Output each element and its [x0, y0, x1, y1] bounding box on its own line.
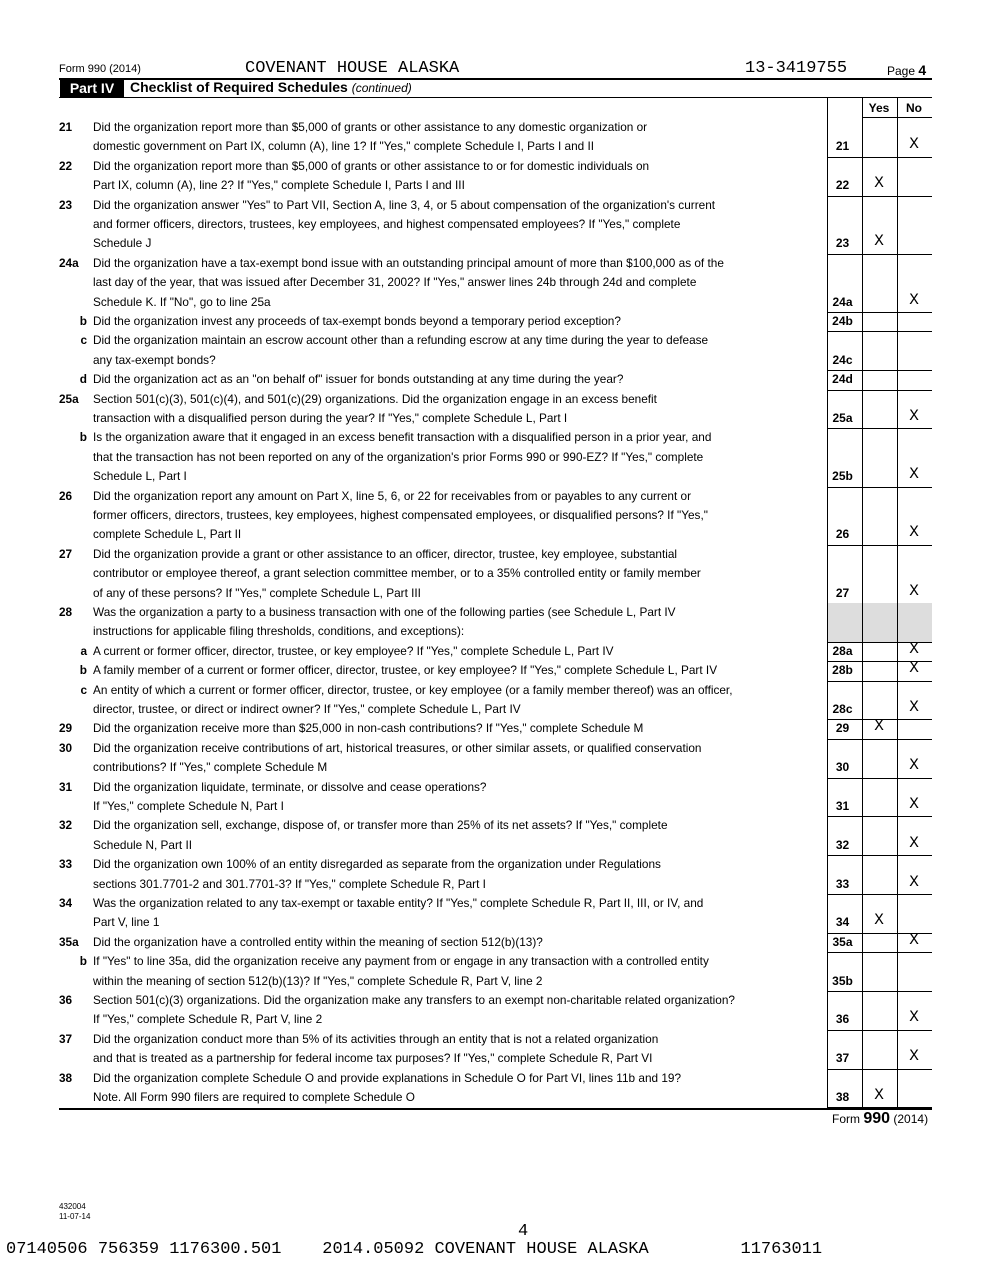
- yes-checkmark[interactable]: X: [874, 232, 884, 251]
- question-text: [93, 331, 819, 370]
- no-checkmark[interactable]: X: [909, 407, 919, 425]
- checklist-row: [59, 487, 932, 545]
- part-title-text: Checklist of Required Schedules: [130, 79, 348, 95]
- line-number: 22: [59, 158, 73, 173]
- page-label: [887, 62, 926, 78]
- line-box-label: 26: [835, 527, 850, 542]
- line-box-label: 35b: [832, 973, 853, 988]
- question-line: within the meaning of section 512(b)(13)? If "Yes," complete Schedule R, Part V, line 2: [93, 973, 543, 988]
- question-line: Did the organization complete Schedule O and provide explanations in Schedule O for Part VI, lines 11b and 19?: [93, 1070, 682, 1085]
- checklist-row: [59, 370, 932, 389]
- question-line: Schedule K. If "No", go to line 25a: [93, 294, 271, 309]
- question-line: An entity of which a current or former officer, director, trustee, or key employee (or a family member thereof) was an officer,: [93, 682, 733, 697]
- checklist-row: [59, 952, 932, 991]
- no-checkmark[interactable]: X: [909, 833, 919, 852]
- page-label-text: Page: [887, 64, 916, 78]
- question-text: [93, 370, 819, 389]
- column-divider: [862, 98, 863, 1107]
- question-line: Did the organization have a tax-exempt bond issue with an outstanding principal amount of more than $100,000 as of the: [93, 255, 724, 270]
- line-number: 23: [59, 197, 73, 212]
- question-line: Did the organization receive more than $25,000 in non-cash contributions? If "Yes," complete Schedule M: [93, 721, 644, 736]
- line-box-label: 31: [835, 798, 850, 813]
- line-box-label: 24d: [832, 372, 853, 387]
- line-box-label: 35a: [832, 934, 853, 949]
- no-checkmark[interactable]: X: [909, 698, 919, 716]
- no-checkmark[interactable]: X: [909, 659, 919, 678]
- line-number: 33: [59, 857, 73, 872]
- yes-checkmark[interactable]: X: [874, 174, 884, 193]
- line-box-label: 27: [835, 585, 850, 600]
- question-text: [93, 719, 819, 738]
- page-number: 4: [918, 62, 927, 78]
- question-line: of any of these persons? If "Yes," complete Schedule L, Part III: [93, 585, 421, 600]
- question-line: Section 501(c)(3), 501(c)(4), and 501(c)(29) organizations. Did the organization engage in an excess benefit: [93, 391, 657, 406]
- form-footer: [832, 1110, 928, 1128]
- question-line: and former officers, directors, trustees, key employees, and highest compensated employees? If "Yes," complete: [93, 217, 681, 231]
- line-number: 24a: [59, 255, 79, 270]
- checklist-row: [59, 118, 932, 157]
- line-sub-letter: c: [80, 682, 87, 697]
- question-line: sections 301.7701-2 and 301.7701-3? If "Yes," complete Schedule R, Part I: [93, 876, 486, 891]
- no-checkmark[interactable]: X: [909, 523, 919, 542]
- no-checkmark[interactable]: X: [909, 1008, 919, 1027]
- question-line: contributions? If "Yes," complete Schedule M: [93, 760, 328, 775]
- no-checkmark[interactable]: X: [909, 639, 919, 658]
- question-text: [93, 642, 819, 661]
- checklist-row: [59, 545, 932, 603]
- form-footer-prefix: Form: [832, 1112, 860, 1126]
- question-line: Did the organization have a controlled entity within the meaning of section 512(b)(13)?: [93, 934, 543, 949]
- form-label: Form 990 (2014): [59, 63, 141, 75]
- question-line: Schedule J: [93, 236, 152, 251]
- question-text: [93, 118, 819, 157]
- checklist-row: [59, 312, 932, 331]
- no-checkmark[interactable]: X: [909, 756, 919, 775]
- question-line: contributor or employee thereof, a grant selection committee member, or to a 35% controlled entity or family member: [93, 566, 701, 581]
- checklist-row: [59, 739, 932, 778]
- checklist-row: [59, 1069, 932, 1108]
- line-box-label: 32: [835, 837, 850, 852]
- line-sub-letter: d: [79, 372, 87, 387]
- line-box-label: 33: [835, 876, 850, 891]
- question-line: Schedule L, Part I: [93, 469, 187, 484]
- line-number: 32: [59, 818, 73, 833]
- no-checkmark[interactable]: X: [909, 930, 919, 949]
- line-number: 37: [59, 1031, 73, 1046]
- line-box-label: 24c: [832, 352, 853, 367]
- question-line: Is the organization aware that it engaged in an excess benefit transaction with a disqualified person in a prior year, and: [93, 430, 712, 445]
- line-sub-letter: a: [80, 643, 87, 658]
- line-number: 36: [59, 993, 73, 1007]
- question-line: Did the organization conduct more than 5% of its activities through an entity that is not a related organization: [93, 1031, 659, 1046]
- checklist-row: [59, 930, 932, 952]
- question-text: [93, 933, 819, 952]
- question-line: If "Yes," complete Schedule N, Part I: [93, 799, 284, 813]
- question-line: Did the organization invest any proceeds of tax-exempt bonds beyond a temporary period exception?: [93, 314, 621, 328]
- checklist-row: [59, 1030, 932, 1069]
- question-text: [93, 739, 819, 778]
- question-text: [93, 545, 819, 603]
- checklist-row: [59, 390, 932, 429]
- question-text: [93, 312, 819, 331]
- line-box-label: 25a: [832, 410, 853, 425]
- question-line: Did the organization report more than $5,000 of grants or other assistance to any domestic organization or: [93, 120, 648, 134]
- table-end-rule: [59, 1108, 932, 1110]
- shaded-cell: [827, 603, 932, 642]
- no-checkmark[interactable]: X: [909, 135, 919, 154]
- line-number: 30: [59, 740, 73, 755]
- question-line: last day of the year, that was issued after December 31, 2002? If "Yes," answer lines 24b through 24d and complete: [93, 275, 697, 290]
- column-divider: [827, 98, 828, 1107]
- no-checkmark[interactable]: X: [909, 465, 919, 484]
- question-text: [93, 681, 819, 720]
- line-number: 27: [59, 546, 73, 561]
- form-code: [59, 1202, 90, 1222]
- line-box-label: 24a: [832, 294, 853, 309]
- question-text: [93, 952, 819, 991]
- checklist-row: [59, 855, 932, 894]
- question-text: [93, 254, 819, 312]
- line-sub-letter: b: [79, 314, 87, 328]
- question-line: instructions for applicable filing thresholds, conditions, and exceptions):: [93, 624, 465, 639]
- question-line: Did the organization receive contributions of art, historical treasures, or other similar assets, or qualified conservation: [93, 740, 702, 755]
- part-rule: [59, 97, 932, 98]
- line-sub-letter: b: [79, 663, 87, 678]
- question-text: [93, 157, 819, 196]
- checklist-row: [59, 254, 932, 312]
- question-line: Did the organization own 100% of an entity disregarded as separate from the organization under Regulations: [93, 857, 661, 872]
- checklist-row: [59, 991, 932, 1030]
- line-sub-letter: b: [79, 430, 87, 445]
- checklist-row: [59, 719, 932, 738]
- question-line: Did the organization sell, exchange, dispose of, or transfer more than 25% of its net assets? If "Yes," complete: [93, 818, 668, 833]
- yes-checkmark[interactable]: X: [874, 717, 884, 736]
- checklist-row: [59, 331, 932, 370]
- line-box-label: 28b: [832, 663, 853, 678]
- line-number: 31: [59, 779, 73, 794]
- line-box-label: 36: [835, 1012, 850, 1027]
- question-text: [93, 1069, 819, 1108]
- no-column-header: No: [906, 101, 922, 115]
- checklist-row: [59, 894, 932, 933]
- question-line: any tax-exempt bonds?: [93, 352, 216, 367]
- line-number: 26: [59, 488, 73, 503]
- question-line: Part IX, column (A), line 2? If "Yes," complete Schedule I, Parts I and III: [93, 178, 465, 193]
- question-line: transaction with a disqualified person during the year? If "Yes," complete Schedule L, Part I: [93, 411, 568, 425]
- question-text: [93, 196, 819, 254]
- line-box-label: 29: [835, 721, 850, 736]
- question-line: Section 501(c)(3) organizations. Did the organization make any transfers to an exempt non-charitable related organization?: [93, 993, 735, 1007]
- line-number: 28: [59, 605, 73, 619]
- checklist-row: [59, 603, 932, 642]
- page-footer-number: 4: [518, 1222, 529, 1241]
- line-box-label: 22: [835, 178, 850, 193]
- line-box-label: 34: [835, 915, 850, 930]
- checklist-row: [59, 681, 932, 720]
- question-line: If "Yes," complete Schedule R, Part V, line 2: [93, 1012, 323, 1027]
- checklist-row: [59, 428, 932, 486]
- question-text: [93, 428, 819, 486]
- question-text: [93, 487, 819, 545]
- line-box-label: 21: [835, 139, 850, 154]
- question-line: Did the organization provide a grant or other assistance to an officer, director, trustee, key employee, substantial: [93, 546, 678, 561]
- form-footer-year: (2014): [893, 1112, 929, 1126]
- question-line: Schedule N, Part II: [93, 837, 193, 852]
- question-line: Did the organization answer "Yes" to Part VII, Section A, line 3, 4, or 5 about compensation of the organization's current: [93, 197, 716, 212]
- question-line: Was the organization related to any tax-exempt or taxable entity? If "Yes," complete Schedule R, Part II, III, or IV, and: [93, 896, 704, 910]
- line-number: 29: [59, 721, 73, 736]
- question-line: Did the organization report any amount on Part X, line 5, 6, or 22 for receivables from or payables to any current or: [93, 488, 692, 503]
- line-box-label: 37: [835, 1051, 850, 1066]
- no-checkmark[interactable]: X: [909, 1047, 919, 1066]
- part-continued: (continued): [351, 81, 412, 95]
- question-line: Did the organization report more than $5,000 of grants or other assistance to or for domestic individuals on: [93, 158, 650, 173]
- question-text: [93, 991, 819, 1030]
- question-text: [93, 816, 819, 855]
- question-line: and that is treated as a partnership for federal income tax purposes? If "Yes," complete Schedule R, Part VI: [93, 1051, 653, 1066]
- question-line: A family member of a current or former officer, director, trustee, or key employee? If "Yes," complete Schedule L, Part IV: [93, 663, 718, 678]
- form-code-line2: 11-07-14: [59, 1212, 91, 1221]
- checklist-row: [59, 157, 932, 196]
- yes-column-header: Yes: [868, 101, 890, 115]
- checklist-row: [59, 196, 932, 254]
- checklist-row: [59, 778, 932, 817]
- line-number: 38: [59, 1070, 73, 1085]
- checklist-row: [59, 661, 932, 680]
- form-code-line1: 432004: [59, 1202, 86, 1211]
- line-number: 35a: [59, 934, 79, 949]
- question-line: Note. All Form 990 filers are required to complete Schedule O: [93, 1090, 415, 1104]
- checklist-row: [59, 816, 932, 855]
- line-box-label: 25b: [832, 469, 853, 484]
- yes-checkmark[interactable]: X: [874, 1086, 884, 1104]
- question-text: [93, 855, 819, 894]
- question-text: [93, 894, 819, 933]
- part-label: Part IV: [60, 80, 124, 97]
- question-line: domestic government on Part IX, column (A), line 1? If "Yes," complete Schedule I, Parts I and II: [93, 139, 595, 154]
- line-box-label: 23: [835, 236, 850, 251]
- line-number: 21: [59, 120, 73, 134]
- question-text: [93, 661, 819, 680]
- form-footer-number: 990: [863, 1110, 891, 1127]
- line-box-label: 28c: [832, 701, 853, 716]
- question-text: [93, 778, 819, 817]
- line-box-label: 30: [835, 760, 850, 775]
- column-divider: [897, 98, 898, 1107]
- no-checkmark[interactable]: X: [909, 290, 919, 309]
- question-text: [93, 390, 819, 429]
- question-line: Part V, line 1: [93, 915, 160, 930]
- column-header-divider: [862, 117, 932, 118]
- part-title: [130, 79, 412, 95]
- ein: 13-3419755: [745, 59, 848, 78]
- no-checkmark[interactable]: X: [909, 581, 919, 600]
- question-line: Was the organization a party to a business transaction with one of the following parties (see Schedule L, Part IV: [93, 605, 676, 619]
- no-checkmark[interactable]: X: [909, 872, 919, 891]
- yes-checkmark[interactable]: X: [874, 911, 884, 930]
- line-sub-letter: c: [80, 333, 87, 348]
- line-box-label: 24b: [832, 314, 853, 328]
- question-line: that the transaction has not been reported on any of the organization's prior Forms 990 or 990-EZ? If "Yes," complete: [93, 449, 704, 464]
- question-line: Did the organization maintain an escrow account other than a refunding escrow at any time during the year to defease: [93, 333, 709, 348]
- line-number: 34: [59, 896, 73, 910]
- line-sub-letter: b: [79, 954, 87, 969]
- line-box-label: 38: [835, 1089, 850, 1104]
- scan-id-line: 07140506 756359 1176300.501 2014.05092 COVENANT HOUSE ALASKA 11763011: [6, 1240, 823, 1259]
- checklist-row: [59, 639, 932, 661]
- question-line: If "Yes" to line 35a, did the organization receive any payment from or engage in any transaction with a controlled entity: [93, 954, 709, 969]
- question-line: former officers, directors, trustees, key employees, highest compensated employees, or disqualified persons? If "Yes,": [93, 508, 708, 522]
- question-text: [93, 603, 819, 642]
- question-line: director, trustee, or direct or indirect owner? If "Yes," complete Schedule L, Part IV: [93, 702, 521, 716]
- organization-name: COVENANT HOUSE ALASKA: [245, 59, 460, 78]
- question-line: A current or former officer, director, trustee, or key employee? If "Yes," complete Schedule L, Part IV: [93, 643, 614, 658]
- question-line: Did the organization liquidate, terminate, or dissolve and cease operations?: [93, 779, 487, 794]
- question-line: complete Schedule L, Part II: [93, 527, 242, 542]
- line-number: 25a: [59, 391, 79, 406]
- line-box-label: 28a: [832, 643, 853, 658]
- question-line: Did the organization act as an "on behalf of" issuer for bonds outstanding at any time during the year?: [93, 372, 624, 387]
- question-text: [93, 1030, 819, 1069]
- no-checkmark[interactable]: X: [909, 795, 919, 813]
